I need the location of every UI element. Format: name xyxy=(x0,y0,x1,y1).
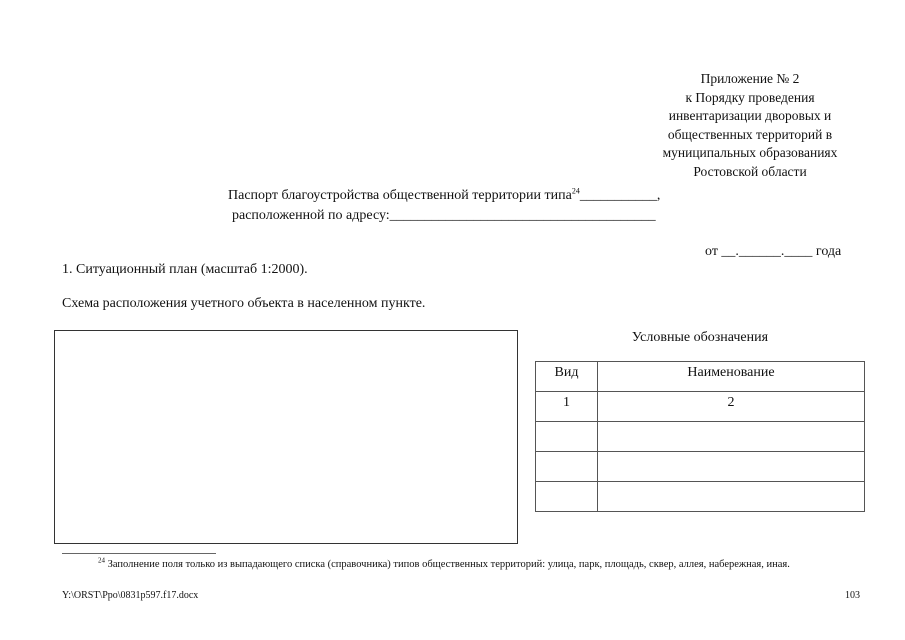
appendix-line: Ростовской области xyxy=(693,163,807,179)
legend-number-cell: 1 xyxy=(536,392,598,422)
situational-plan-box xyxy=(54,330,518,544)
appendix-line: к Порядку проведения xyxy=(685,89,815,105)
page-number: 103 xyxy=(845,590,860,601)
section-heading: 1. Ситуационный план (масштаб 1:2000). xyxy=(62,262,308,277)
legend-header-name: Наименование xyxy=(598,362,865,392)
legend-empty-cell xyxy=(536,422,598,452)
date-line: от __.______.____ года xyxy=(705,244,842,259)
appendix-line: инвентаризации дворовых и xyxy=(668,108,832,123)
legend-empty-cell xyxy=(598,422,865,452)
legend-empty-cell xyxy=(598,452,865,482)
table-row xyxy=(536,482,865,512)
territory-type-blank: ___________, xyxy=(579,188,661,203)
table-row xyxy=(536,422,865,452)
appendix-line: муниципальных образованиях xyxy=(662,145,838,160)
passport-title-text: Паспорт благоустройства общественной территории типа xyxy=(228,188,572,203)
legend-empty-cell xyxy=(536,482,598,512)
legend-empty-cell xyxy=(536,452,598,482)
footnote-number: 24 xyxy=(98,556,105,565)
legend-empty-cell xyxy=(598,482,865,512)
legend-header-type: Вид xyxy=(536,362,598,392)
footnote xyxy=(62,558,862,572)
file-path: Y:\ORST\Ppo\0831p597.f17.docx xyxy=(62,590,199,601)
footnote-ref: 24 xyxy=(571,186,580,196)
appendix-header xyxy=(620,70,880,181)
footnote-separator xyxy=(62,553,216,554)
table-row xyxy=(536,452,865,482)
appendix-line: общественных территорий в xyxy=(667,126,833,142)
appendix-line: Приложение № 2 xyxy=(700,71,800,86)
legend-title: Условные обозначения xyxy=(631,330,769,345)
passport-title xyxy=(228,188,660,204)
address-line: расположенной по адресу:______________________________________ xyxy=(232,208,656,223)
legend-numbering-row xyxy=(536,392,865,422)
scheme-caption: Схема расположения учетного объекта в населенном пункте. xyxy=(62,296,426,311)
footnote-text: Заполнение поля только из выпадающего списка (справочника) типов общественных территорий: улица, парк, площадь, сквер, аллея, набережная, иная. xyxy=(107,559,790,570)
legend-header-row xyxy=(536,362,865,392)
legend-table xyxy=(535,361,865,512)
legend-number-cell: 2 xyxy=(598,392,865,422)
